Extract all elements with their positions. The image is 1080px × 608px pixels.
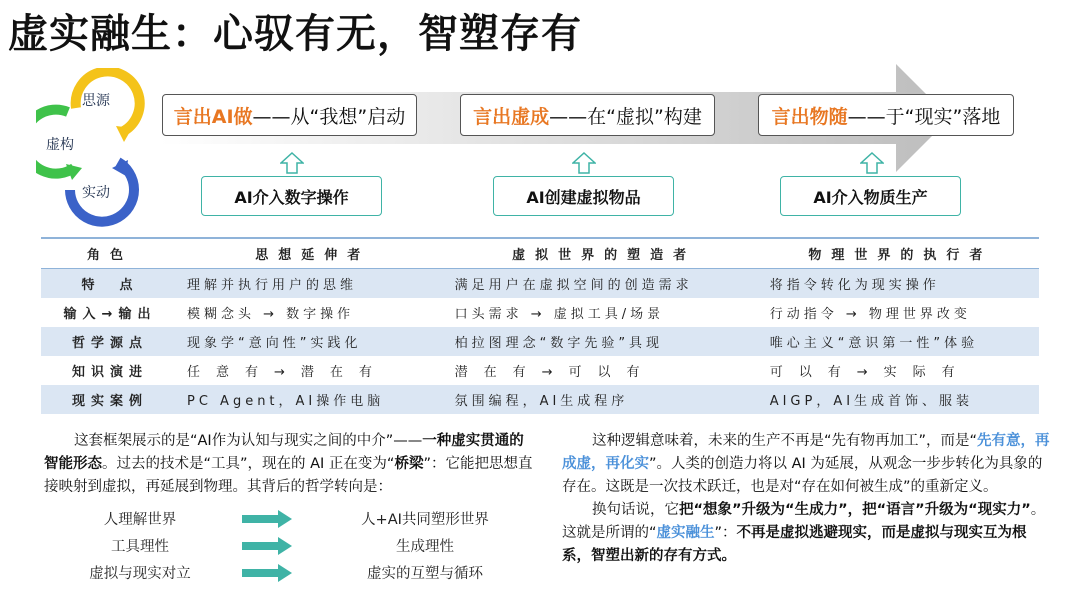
mapping-row bbox=[60, 508, 530, 535]
up-arrow-icon bbox=[572, 152, 596, 174]
right-para-text: 。这就是所谓的“ bbox=[562, 502, 1046, 541]
mapping-row bbox=[60, 562, 530, 589]
table-header-row bbox=[41, 238, 1039, 269]
right-arrow-icon bbox=[242, 510, 292, 528]
table-row bbox=[41, 298, 1039, 327]
action-box-1: AI介入数字操作 bbox=[201, 176, 382, 216]
stage-box-1 bbox=[162, 94, 417, 136]
mapping-to: 生成理性 bbox=[396, 539, 454, 555]
table-cell-key: 哲学源点 bbox=[71, 336, 148, 351]
left-para-text: 这套框架展示的是“AI作为认知与现实之间的中介”—— bbox=[74, 433, 423, 449]
right-para-text: 这种逻辑意味着，未来的生产不再是“先有物再加工”，而是“ bbox=[592, 433, 978, 449]
table-cell-key: 特 点 bbox=[81, 278, 139, 293]
comparison-table bbox=[41, 237, 1039, 414]
stage-2-highlight: 言出虚成 bbox=[473, 105, 550, 128]
right-para-bold: 把“想象”升级为“生成力”，把“语言”升级为“现实力” bbox=[679, 502, 1031, 518]
mapping-from: 工具理性 bbox=[111, 539, 169, 555]
stage-2-text: ——在“虚拟”构建 bbox=[549, 105, 702, 128]
table-cell: 现象学“意向性”实践化 bbox=[187, 336, 362, 351]
right-para-1 bbox=[562, 430, 1052, 499]
shift-mapping bbox=[60, 508, 530, 589]
table-row bbox=[41, 269, 1039, 299]
mapping-row bbox=[60, 535, 530, 562]
left-paragraph bbox=[44, 430, 534, 499]
table-cell: 潜在有→可以有 bbox=[454, 365, 656, 380]
right-para-highlight: 先有意，再成虚，再化实 bbox=[562, 433, 1050, 472]
mapping-to: 人+AI共同塑形世界 bbox=[361, 512, 489, 528]
table-row bbox=[41, 385, 1039, 414]
right-para-text: 换句话说，它 bbox=[592, 502, 679, 518]
table-cell: AIGP，AI生成首饰、服装 bbox=[769, 394, 974, 409]
mapping-to: 虚实的互塑与循环 bbox=[367, 566, 483, 582]
mapping-from: 人理解世界 bbox=[103, 512, 177, 528]
stage-box-2 bbox=[460, 94, 715, 136]
table-cell: 任意有→潜在有 bbox=[187, 365, 388, 380]
cycle-label-source: 思源 bbox=[82, 93, 110, 109]
table-cell: PC Agent，AI操作电脑 bbox=[187, 394, 385, 409]
table-cell: 氛围编程，AI生成程序 bbox=[454, 394, 629, 409]
table-cell-key: 知识演进 bbox=[71, 365, 148, 380]
mapping-from: 虚拟与现实对立 bbox=[89, 566, 191, 582]
stage-3-highlight: 言出物随 bbox=[771, 105, 848, 128]
table-cell: 口头需求 → 虚拟工具/场景 bbox=[454, 307, 665, 322]
right-arrow-icon bbox=[242, 564, 292, 582]
table-header: 思想延伸者 bbox=[255, 248, 371, 263]
right-paragraph bbox=[562, 430, 1052, 568]
stage-3-text: ——于“现实”落地 bbox=[847, 105, 1001, 128]
right-para-text: ”。人类的创造力将以 AI 为延展，从观念一步步转化为具象的存在。这既是一次技术跃迁，也是对“存在如何被生成”的重新定义。 bbox=[562, 456, 1043, 495]
stage-1-text: ——从“我想”启动 bbox=[252, 105, 406, 128]
action-box-2: AI创建虚拟物品 bbox=[493, 176, 674, 216]
left-para-text: 。过去的技术是“工具”，现在的 AI 正在变为“ bbox=[102, 456, 395, 472]
table-cell: 理解并执行用户的思维 bbox=[187, 278, 358, 293]
right-arrow-icon bbox=[242, 537, 292, 555]
up-arrow-icon bbox=[860, 152, 884, 174]
right-para-highlight: 虚实融生 bbox=[656, 525, 715, 541]
page-title: 虚实融生：心驭有无，智塑存有 bbox=[8, 11, 582, 57]
cycle-diagram bbox=[36, 68, 156, 228]
table-cell: 行动指令 → 物理世界改变 bbox=[769, 307, 971, 322]
table-row bbox=[41, 327, 1039, 356]
table-header: 物理世界的执行者 bbox=[808, 248, 993, 263]
stage-1-highlight: 言出AI做 bbox=[173, 105, 253, 128]
table-cell: 柏拉图理念“数字先验”具现 bbox=[454, 336, 664, 351]
table-cell: 将指令转化为现实操作 bbox=[769, 278, 940, 293]
left-para-bold: 一种虚实贯通的智能形态 bbox=[44, 433, 524, 472]
stage-box-3 bbox=[758, 94, 1014, 136]
table-row bbox=[41, 356, 1039, 385]
table-header: 虚拟世界的塑造者 bbox=[512, 248, 697, 263]
table-cell: 唯心主义“意识第一性”体验 bbox=[769, 336, 979, 351]
table-cell-key: 输入→输出 bbox=[63, 307, 157, 322]
table-cell: 可以有→实际有 bbox=[769, 365, 971, 380]
table-cell-key: 现实案例 bbox=[71, 394, 148, 409]
right-para-text: ”： bbox=[714, 525, 737, 541]
left-para-bold: 桥梁 bbox=[394, 456, 424, 472]
right-para-2 bbox=[562, 499, 1052, 568]
right-para-bold: 不再是虚拟逃避现实，而是虚拟与现实互为根系，智塑出新的存有方式。 bbox=[562, 525, 1027, 564]
cycle-label-action: 实动 bbox=[82, 185, 110, 201]
cycle-label-virtual: 虚构 bbox=[46, 137, 74, 153]
table-header: 角色 bbox=[86, 248, 133, 263]
up-arrow-icon bbox=[280, 152, 304, 174]
action-box-3: AI介入物质生产 bbox=[780, 176, 961, 216]
left-para-text: ”：它能把思想直接映射到虚拟，再延展到物理。其背后的哲学转向是： bbox=[44, 456, 533, 495]
table-cell: 模糊念头 → 数字操作 bbox=[187, 307, 355, 322]
table-cell: 满足用户在虚拟空间的创造需求 bbox=[454, 278, 693, 293]
